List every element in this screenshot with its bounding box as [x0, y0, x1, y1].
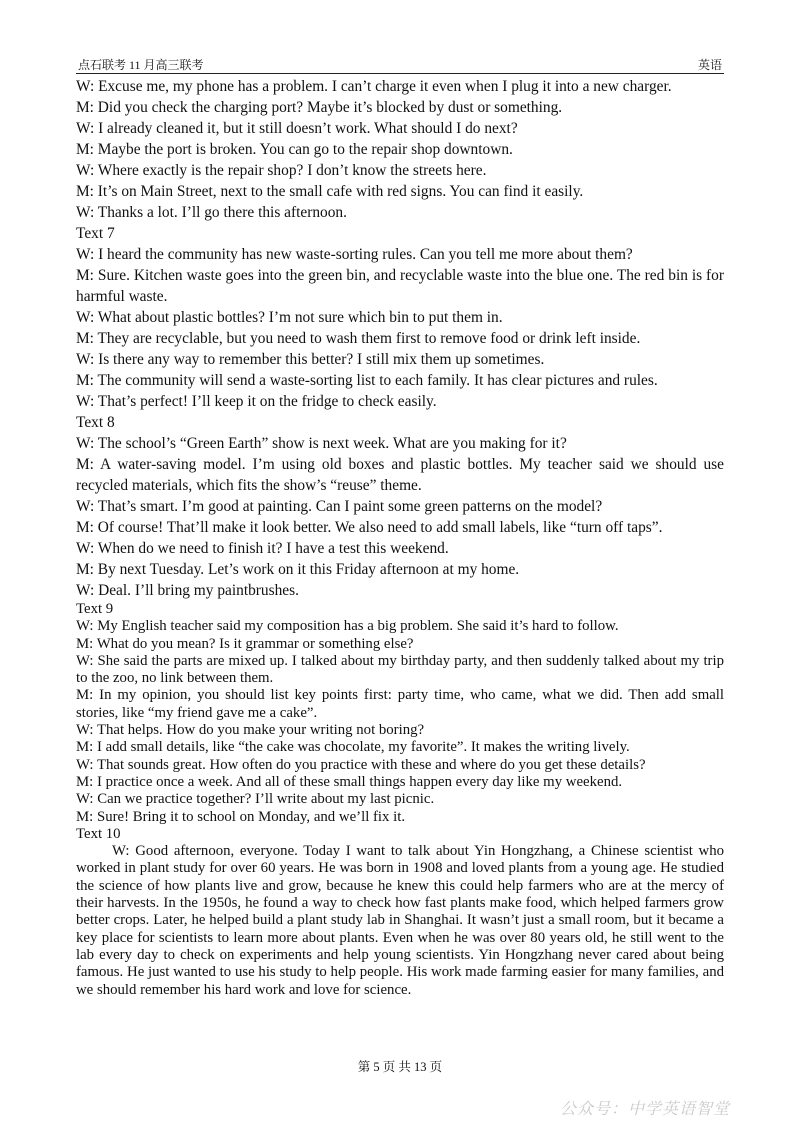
text7-line: M: Sure. Kitchen waste goes into the green bin, and recyclable waste into the blue one. The red bin is for harmful waste. — [76, 267, 724, 305]
text8-line: W: Deal. I’ll bring my paintbrushes. — [76, 582, 299, 599]
text9-line: M: I practice once a week. And all of these small things happen every day like my weekend. — [76, 773, 623, 790]
text8-title: Text 8 — [76, 414, 115, 431]
text9-line: W: Can we practice together? I’ll write about my last picnic. — [76, 791, 435, 808]
header-exam-title: 点石联考 11 月高三联考 — [78, 58, 204, 72]
text8-line: W: That’s smart. I’m good at painting. Can I paint some green patterns on the model? — [76, 498, 603, 515]
text10-paragraph: W: Good afternoon, everyone. Today I want to talk about Yin Hongzhang, a Chinese scientist who worked in plant study for over 60 years. He was born in 1908 and loved plants from a young age. He studied the science of how plants live and grow, because he knew this could help farmers who are at the mercy of their harvests. In the 1950s, he found a way to check how fast plants make food, which helped farmers grow better crops. Later, he helped build a plant study lab in Shanghai. It wasn’t just a small room, but it became a key place for scientists to learn more about plants. Even when he was over 80 years old, he still went to the lab every day to check on experiments and help young scientists. Yin Hongzhang never cared about being famous. He just wanted to use his study to help people. His work made farming easier for many families, and we should remember his hard work and love for science. — [76, 843, 724, 998]
text7-line: W: Is there any way to remember this better? I still mix them up sometimes. — [76, 351, 545, 368]
text7-line: M: They are recyclable, but you need to wash them first to remove food or drink left inside. — [76, 330, 641, 347]
text9-line: W: That helps. How do you make your writing not boring? — [76, 722, 425, 739]
page-header — [76, 54, 724, 74]
header-subject: 英语 — [697, 58, 722, 72]
text9-line: M: In my opinion, you should list key points first: party time, who came, what we did. Then add small stories, like “my friend gave me a cake”. — [76, 687, 724, 721]
text10-title: Text 10 — [76, 825, 121, 842]
page-number: 第 5 页 共 13 页 — [357, 1060, 443, 1074]
text8-line: M: A water-saving model. I’m using old boxes and plastic bottles. My teacher said we should use recycled materials, which fits the show’s “reuse” theme. — [76, 456, 724, 494]
text7-title: Text 7 — [76, 225, 115, 242]
text7-line: W: I heard the community has new waste-sorting rules. Can you tell me more about them? — [76, 246, 633, 263]
text6-line: W: Where exactly is the repair shop? I don’t know the streets here. — [76, 162, 487, 179]
text6-line: W: Thanks a lot. I’ll go there this afternoon. — [76, 204, 347, 221]
text8-line: M: By next Tuesday. Let’s work on it this Friday afternoon at my home. — [76, 561, 520, 578]
text8-line: M: Of course! That’ll make it look better. We also need to add small labels, like “turn off taps”. — [76, 519, 663, 536]
text6-line: W: I already cleaned it, but it still doesn’t work. What should I do next? — [76, 120, 518, 137]
transcript-content — [76, 76, 724, 999]
text7-line: W: That’s perfect! I’ll keep it on the fridge to check easily. — [76, 393, 437, 410]
text9-line: M: I add small details, like “the cake was chocolate, my favorite”. It makes the writing lively. — [76, 739, 630, 756]
text6-line: M: Maybe the port is broken. You can go to the repair shop downtown. — [76, 141, 513, 158]
text8-line: W: When do we need to finish it? I have a test this weekend. — [76, 540, 449, 557]
text8-line: W: The school’s “Green Earth” show is next week. What are you making for it? — [76, 435, 567, 452]
watermark: 公众号：中学英语智堂 — [560, 1099, 731, 1118]
text6-line: M: Did you check the charging port? Maybe it’s blocked by dust or something. — [76, 99, 563, 116]
text9-line: W: That sounds great. How often do you practice with these and where do you get these details? — [76, 756, 646, 773]
text9-line: W: My English teacher said my composition has a big problem. She said it’s hard to follow. — [76, 618, 619, 635]
text9-title: Text 9 — [76, 601, 114, 617]
text6-line: W: Excuse me, my phone has a problem. I can’t charge it even when I plug it into a new charger. — [76, 78, 672, 95]
text9-section — [76, 601, 724, 843]
text9-line: M: What do you mean? Is it grammar or something else? — [76, 635, 414, 652]
text9-line: W: She said the parts are mixed up. I talked about my birthday party, and then suddenly talked about my trip to the zoo, no link between them. — [76, 652, 724, 687]
text9-line: M: Sure! Bring it to school on Monday, and we’ll fix it. — [76, 808, 406, 825]
text7-line: W: What about plastic bottles? I’m not sure which bin to put them in. — [76, 309, 503, 326]
text6-line: M: It’s on Main Street, next to the small cafe with red signs. You can find it easily. — [76, 183, 584, 200]
text7-line: M: The community will send a waste-sorting list to each family. It has clear pictures and rules. — [76, 372, 658, 389]
